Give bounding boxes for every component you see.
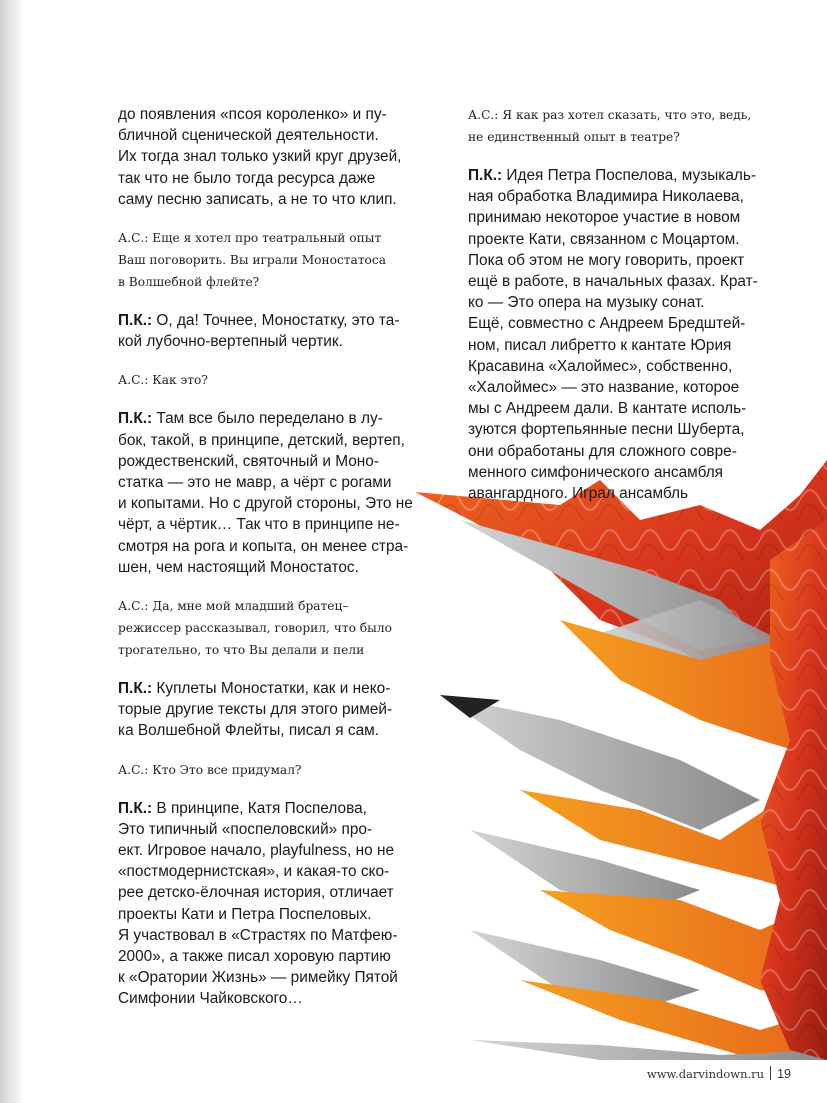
question-not-only: А.С.: Я как раз хотел сказать, что это, ведь, не единственный опыт в театре? <box>468 108 752 144</box>
question-brother: А.С.: Да, мне мой младший братец– режиссер рассказывал, говорил, что было трогательно, то что Вы делали и пели <box>118 599 392 658</box>
page-footer <box>647 1066 791 1081</box>
answer-couplets: П.К.: Куплеты Моностатки, как и неко- торые другие тексты для этого римей- ка Волшебной Флейты, писал я сам. <box>118 680 393 740</box>
right-column <box>468 0 798 504</box>
answer-mozart-project: П.К.: Идея Петра Поспелова, музыкаль- ная обработка Владимира Николаева, принимаю некоторое участие в новом проекте Кати, связанном с Моцартом. Пока об этом не могу говорить, проект ещё в работе, в начальных фазах. Крат- ко — Это опера на музыку сонат. Ещё, совместно с Андреем Бредштей- ном, писал либретто к кантате Юрия Красавина «Халоймес», собственно, «Халоймес» — это название, которое мы с Андреем дали. В кантате исполь- зуются фортепьянные песни Шуберта, они обработаны для сложного совре- менного симфонического ансамбля авангардного. Играл ансамбль <box>468 167 758 503</box>
question-theatre: А.С.: Еще я хотел про театральный опыт Ваш поговорить. Вы играли Моностатоса в Волшебной флейте? <box>118 231 386 290</box>
left-column <box>118 0 434 1010</box>
question-how: А.С.: Как это? <box>118 373 208 388</box>
page-number: 19 <box>777 1067 791 1081</box>
question-who: А.С.: Кто Это все придумал? <box>118 762 302 777</box>
footer-site-url[interactable]: www.darvindown.ru <box>646 1067 765 1081</box>
answer-pospelova: П.К.: В принципе, Катя Поспелова, Это типичный «поспеловский» про- ект. Игровое начало, playfulness, но не «постмодернистская», и какая-то ско- рее детско-ёлочная история, отличает проекты Кати и Петра Поспеловых. Я участвовал в «Страстях по Матфею- 2000», а также писал хоровую партию к «Оратории Жизнь» — римейку Пятой Симфонии Чайковского… <box>118 799 398 1008</box>
paragraph-intro: до появления «псоя короленко» и пу- бличной сценической деятельности. Их тогда знал только узкий круг друзей, так что не было тогда ресурса даже саму песню записать, а не то что клип. <box>118 106 402 208</box>
footer-separator <box>770 1066 771 1080</box>
answer-lubok: П.К.: Там все было переделано в лу- бок, такой, в принципе, детский, вертеп, рождественский, святочный и Моно- статка — это не мавр, а чёрт с рогами и копытами. Но с другой стороны, Это не чёрт, а чёртик… Так что в принципе не- смотря на рога и копыта, он менее стра- шен, чем настоящий Моностатос. <box>118 410 413 576</box>
answer-monostatka: П.К.: О, да! Точнее, Моностатку, это та- кой лубочно-вертепный чертик. <box>118 312 400 351</box>
